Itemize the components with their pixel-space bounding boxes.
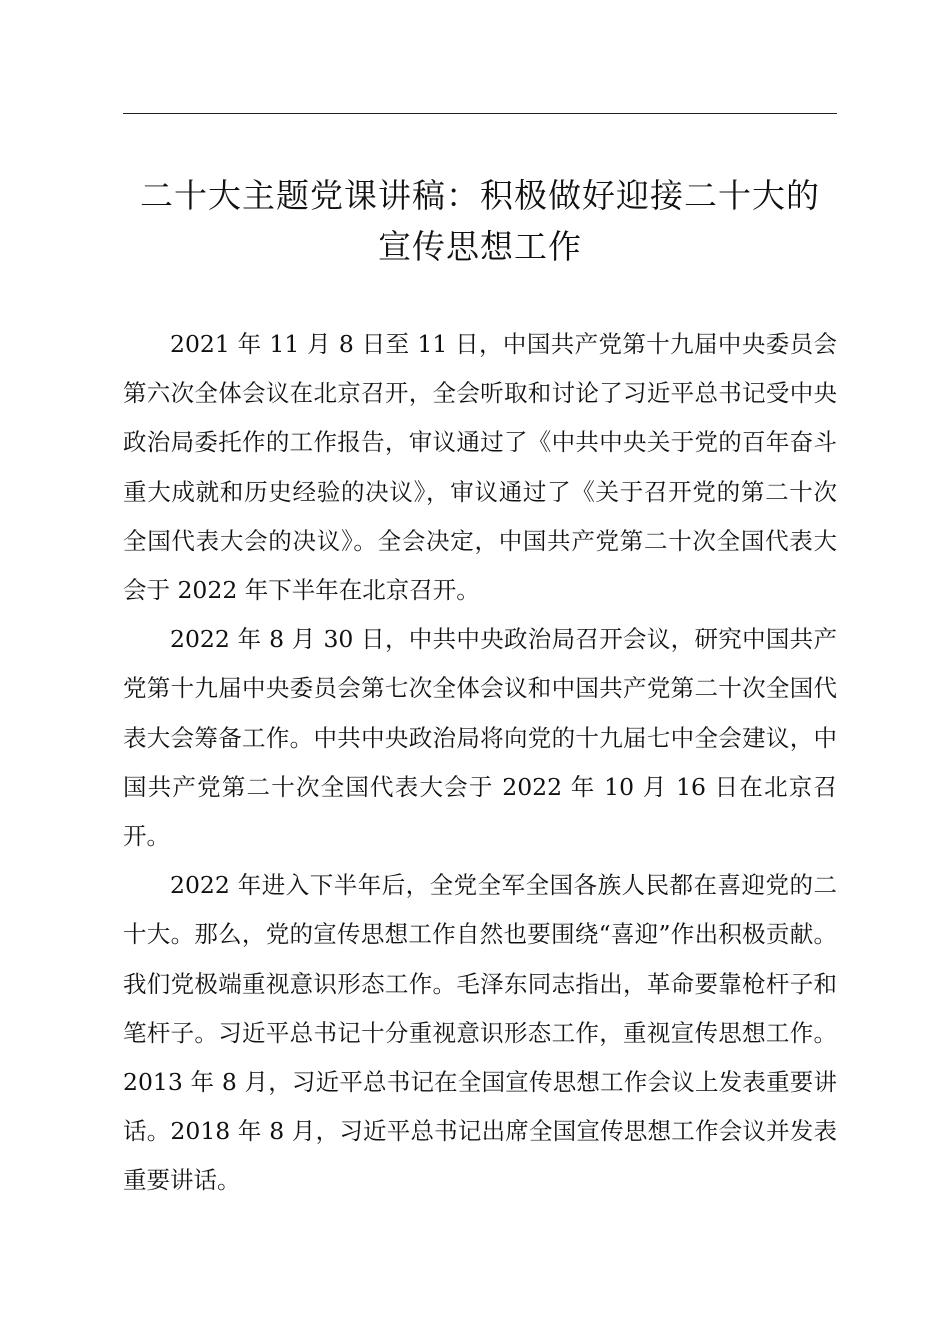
header-rule: [123, 113, 837, 114]
document-title: [100, 170, 860, 272]
title-line-1: 二十大主题党课讲稿：积极做好迎接二十大的: [140, 176, 820, 215]
paragraph-3: 2022 年进入下半年后，全党全军全国各族人民都在喜迎党的二十大。那么，党的宣传思想工作自然也要围绕“喜迎”作出积极贡献。我们党极端重视意识形态工作。毛泽东同志指出，革命要靠枪杆子和笔杆子。习近平总书记十分重视意识形态工作，重视宣传思想工作。2013 年 8 月，习近平总书记在全国宣传思想工作会议上发表重要讲话。2018 年 8 月，习近平总书记出席全国宣传思想工作会议并发表重要讲话。: [123, 871, 837, 1195]
document-body: [123, 320, 837, 1206]
title-line-2: 宣传思想工作: [378, 227, 582, 266]
paragraph-1: 2021 年 11 月 8 日至 11 日，中国共产党第十九届中央委员会第六次全体会议在北京召开，全会听取和讨论了习近平总书记受中央政治局委托作的工作报告，审议通过了《中共中央关于党的百年奋斗重大成就和历史经验的决议》，审议通过了《关于召开党的第二十次全国代表大会的决议》。全会决定，中国共产党第二十次全国代表大会于 2022 年下半年在北京召开。: [123, 330, 837, 605]
paragraph-2: 2022 年 8 月 30 日，中共中央政治局召开会议，研究中国共产党第十九届中央委员会第七次全体会议和中国共产党第二十次全国代表大会筹备工作。中共中央政治局将向党的十九届七中全会建议，中国共产党第二十次全国代表大会于 2022 年 10 月 16 日在北京召开。: [123, 625, 837, 851]
